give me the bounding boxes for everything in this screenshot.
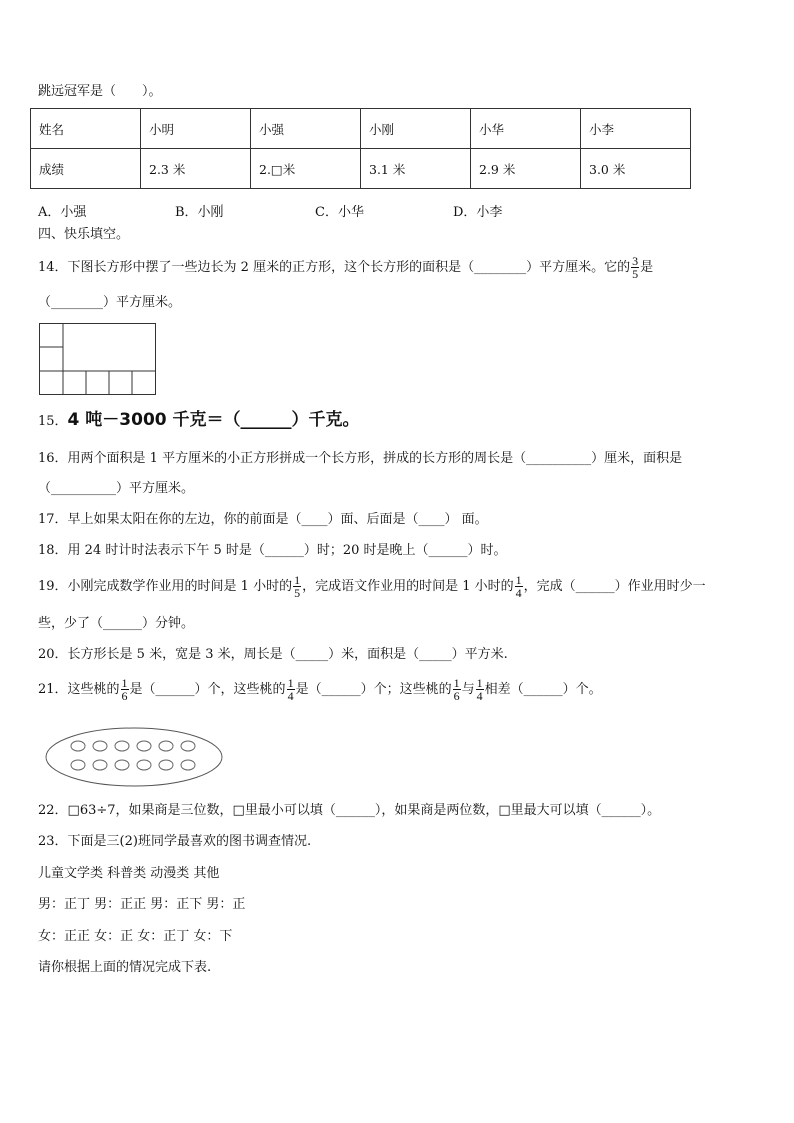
survey-instruction: 请你根据上面的情况完成下表. [38,960,212,975]
question-16-line2: （__________）平方厘米。 [38,481,195,496]
question-19: 19．小刚完成数学作业用的时间是 1 小时的 $\frac{1}{5}$ ，完成语文作业用的时间是 1 小时的 $\frac{1}{4}$ ，完成（______）作业用时少一 [38,573,706,600]
question-15-text: 4 吨－3000 千克＝（______）千克。 [67,410,360,430]
fraction: $\frac{3}{5}$ [632,254,639,281]
table-cell: 姓名 [31,109,141,149]
table-cell: 2.□米 [251,149,361,189]
survey-categories: 儿童文学类 科普类 动漫类 其他 [38,866,220,881]
survey-girls: 女：正正 女：正 女：正丁 女：下 [38,929,233,944]
question-13-stem: 跳远冠军是（ ）。 [38,84,162,99]
section-4-title: 四、快乐填空。 [38,227,130,242]
question-16: 16．用两个面积是 1 平方厘米的小正方形拼成一个长方形，拼成的长方形的周长是（__________）厘米，面积是 [38,451,683,466]
choice-b[interactable]: B．小刚 [175,205,224,220]
scores-table [30,108,691,189]
fraction: $\frac{1}{4}$ [287,676,294,703]
question-14-text: 14．下图长方形中摆了一些边长为 2 厘米的正方形，这个长方形的面积是（________）平方厘米。它的 [38,260,631,275]
table-cell: 3.0 米 [581,149,691,189]
question-14-line2: （________）平方厘米。 [38,295,182,310]
table-cell: 小李 [581,109,691,149]
fraction: $\frac{1}{4}$ [476,676,483,703]
question-18: 18．用 24 时计时法表示下午 5 时是（______）时；20 时是晚上（______）时。 [38,543,507,558]
question-20: 20．长方形长是 5 米，宽是 3 米，周长是（_____）米，面积是（_____）平方米. [38,647,508,662]
fraction: $\frac{1}{6}$ [453,676,460,703]
question-21: 21．这些桃的 $\frac{1}{6}$ 是（______）个，这些桃的 $\frac{1}{4}$ 是（______）个；这些桃的 $\frac{1}{6}$ 与 $\frac{1}{4}$ 相差（______）个。 [38,676,602,703]
question-15: 15．4 吨－3000 千克＝（______）千克。 [38,410,360,430]
table-row [31,109,691,149]
question-22: 22．□63÷7，如果商是三位数，□里最小可以填（______），如果商是两位数，□里最大可以填（______）。 [38,803,661,818]
choice-c[interactable]: C．小华 [315,205,364,220]
fraction: $\frac{1}{5}$ [294,573,301,600]
rectangle-squares-figure [39,323,157,396]
question-23: 23．下面是三(2)班同学最喜欢的图书调查情况. [38,834,312,849]
peaches-figure [44,726,226,788]
question-19-line2: 些，少了（______）分钟。 [38,616,195,631]
fraction: $\frac{1}{6}$ [121,676,128,703]
table-cell: 2.3 米 [141,149,251,189]
table-cell: 3.1 米 [361,149,471,189]
table-cell: 小明 [141,109,251,149]
choice-a[interactable]: A．小强 [38,205,87,220]
table-cell: 小刚 [361,109,471,149]
table-cell: 成绩 [31,149,141,189]
question-17: 17．早上如果太阳在你的左边，你的前面是（____）面、后面是（____） 面。 [38,512,488,527]
choice-d[interactable]: D．小李 [453,205,503,220]
question-14: 14．下图长方形中摆了一些边长为 2 厘米的正方形，这个长方形的面积是（________）平方厘米。它的 $\frac{3}{5}$ 是 [38,254,654,281]
survey-boys: 男：正丁 男：正正 男：正下 男：正 [38,897,246,912]
table-cell: 小华 [471,109,581,149]
table-cell: 2.9 米 [471,149,581,189]
table-cell: 小强 [251,109,361,149]
fraction: $\frac{1}{4}$ [515,573,522,600]
table-row [31,149,691,189]
